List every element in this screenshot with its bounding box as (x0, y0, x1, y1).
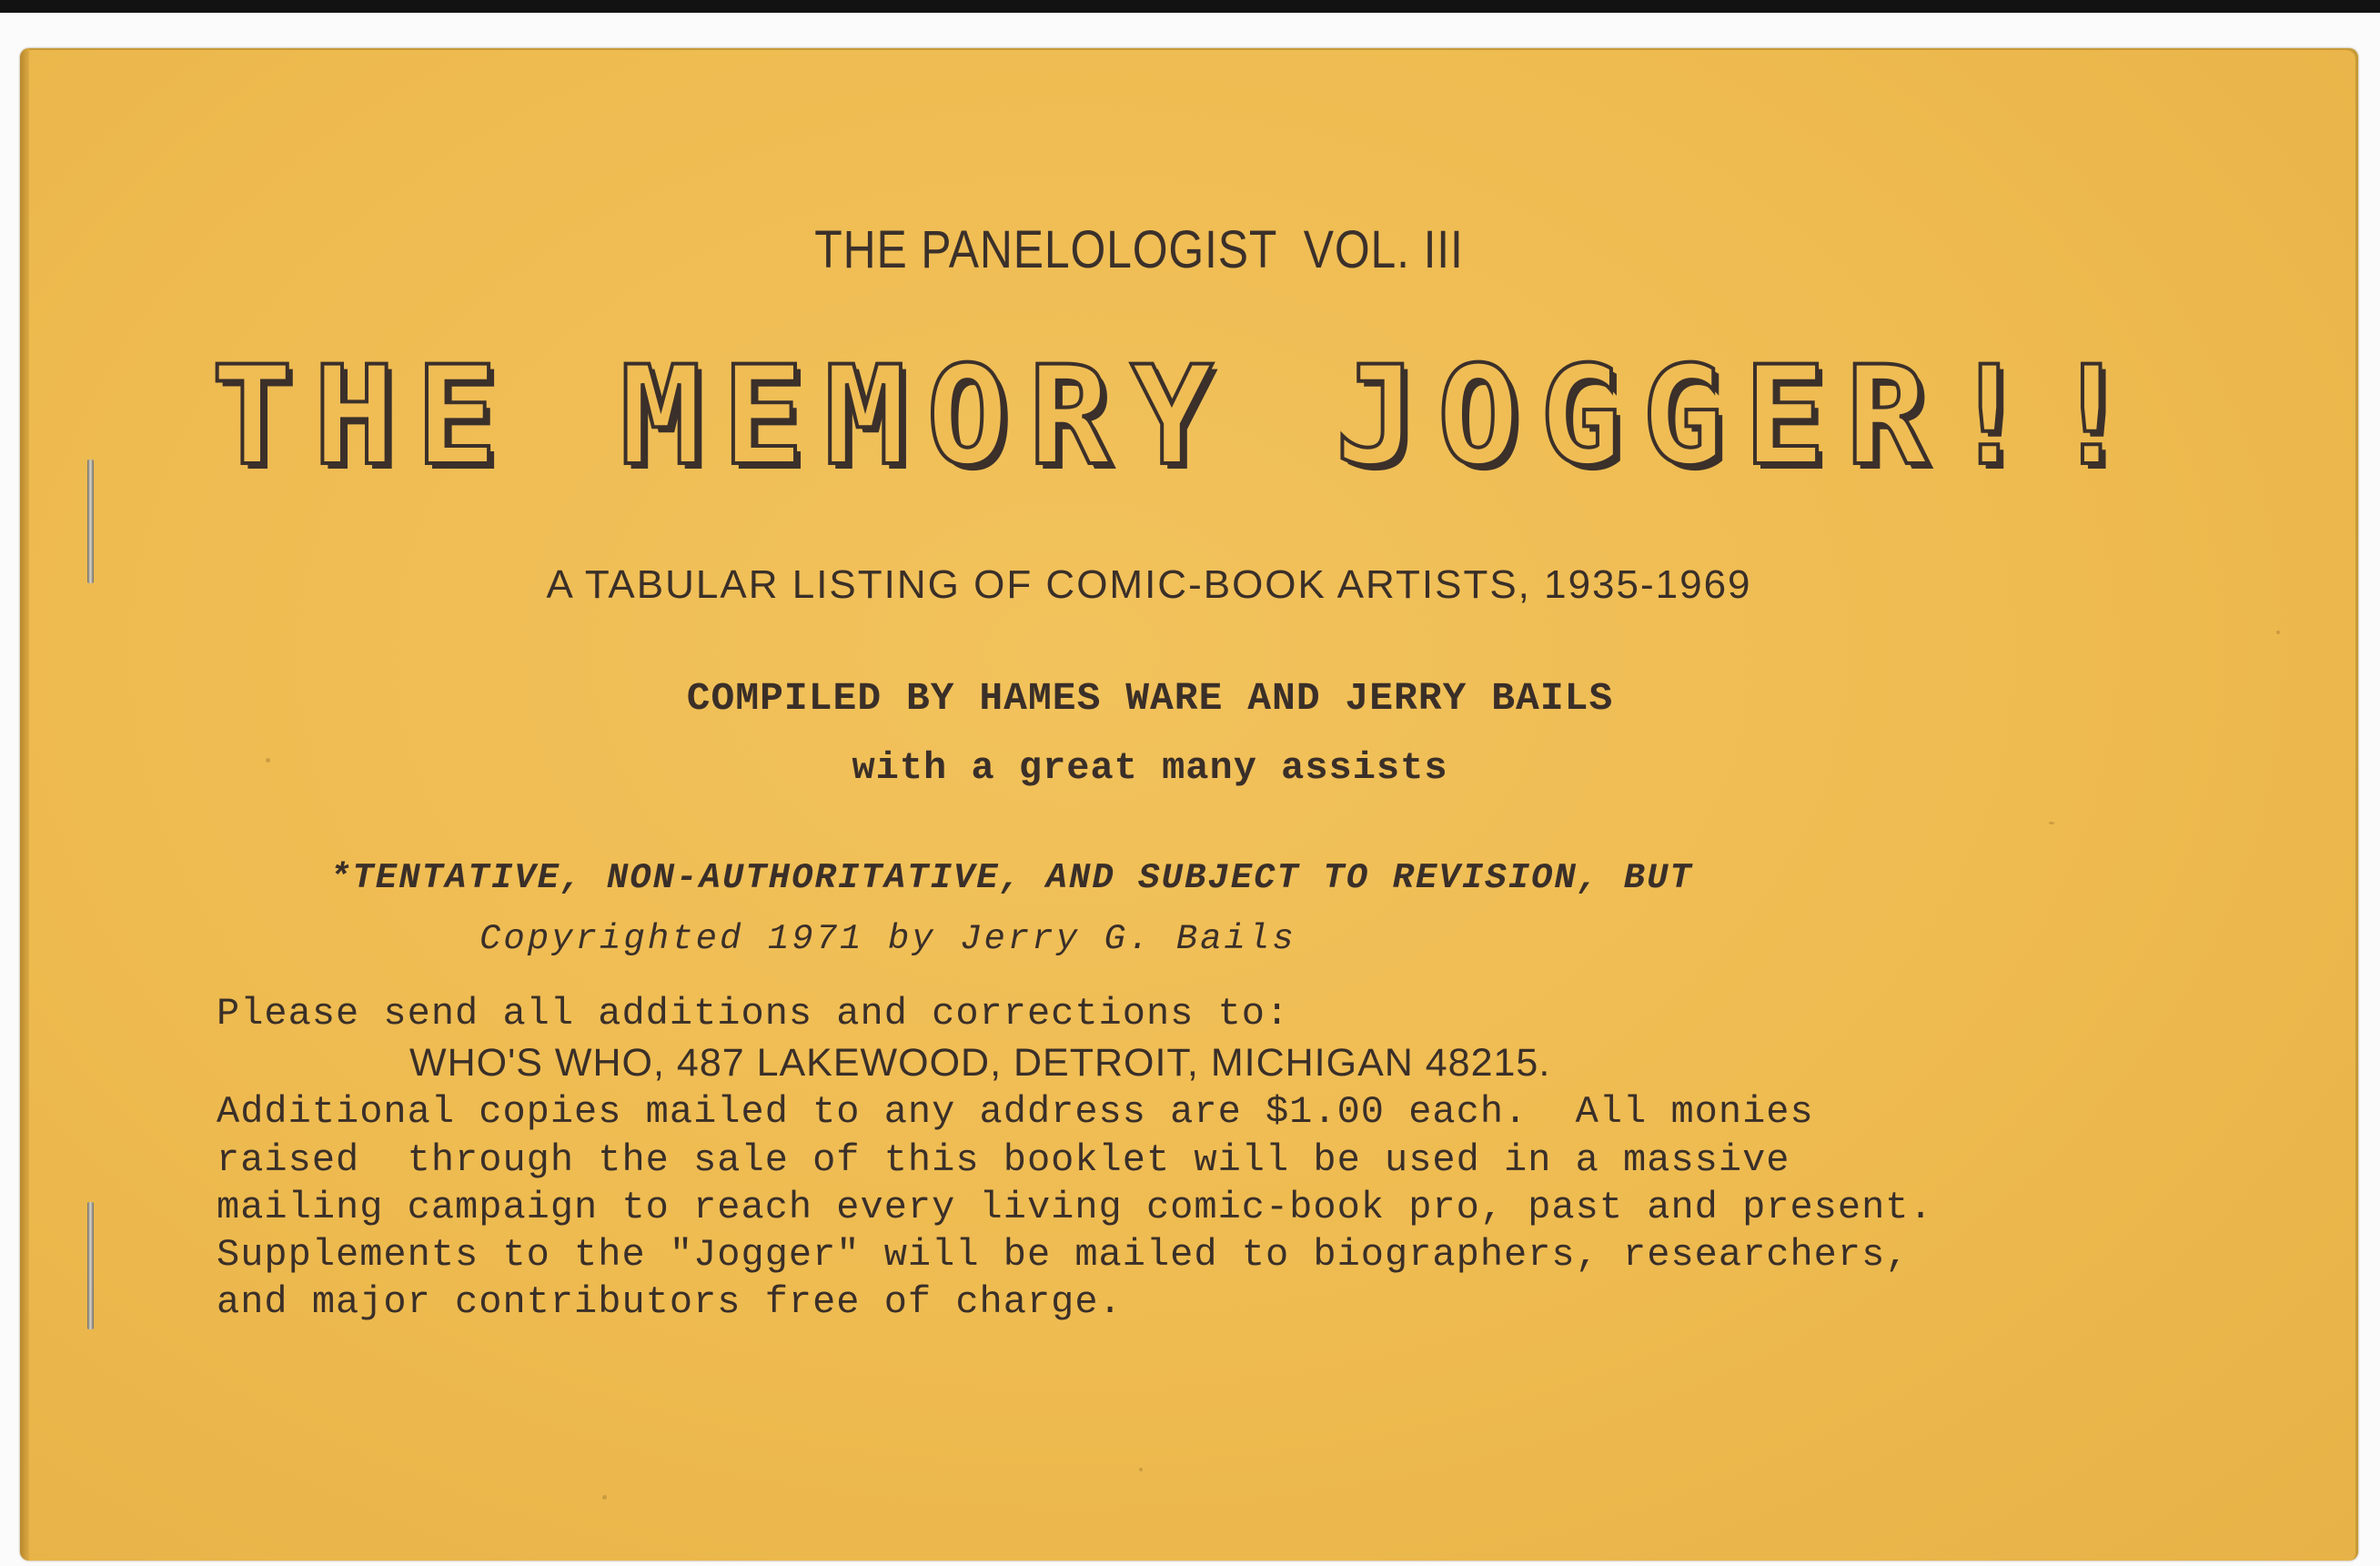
disclaimer-line: *TENTATIVE, NON-AUTHORITATIVE, AND SUBJECT TO REVISION, BUT (329, 858, 1693, 898)
body-text-line: and major contributors free of charge. (217, 1280, 1123, 1324)
paper-speck (2049, 822, 2054, 824)
lower-staple (87, 1202, 94, 1329)
paper-speck (602, 1495, 607, 1500)
scanner-edge-strip (0, 0, 2380, 13)
body-text-line: raised through the sale of this booklet will be used in a massive (217, 1138, 1790, 1182)
booklet-cover (20, 48, 2358, 1561)
paper-speck (1139, 1468, 1143, 1471)
copyright-line: Copyrighted 1971 by Jerry G. Bails (479, 919, 1296, 959)
compilers-credit: COMPILED BY HAMES WARE AND JERRY BAILS (686, 676, 1614, 721)
body-text-line: mailing campaign to reach every living comic-book pro, past and present. (217, 1186, 1933, 1229)
cover-subtitle: A TABULAR LISTING OF COMIC-BOOK ARTISTS, 1935-1969 (546, 562, 1752, 607)
assists-credit: with a great many assists (852, 746, 1448, 790)
mailing-address-line: WHO'S WHO, 487 LAKEWOOD, DETROIT, MICHIGAN 48215. (409, 1041, 1551, 1085)
body-text-line: Supplements to the "Jogger" will be mailed to biographers, researchers, (217, 1233, 1910, 1277)
cover-spine-edge (20, 48, 29, 1561)
cover-title: THE MEMORY JOGGER!! (211, 338, 2153, 496)
paper-speck (2276, 631, 2280, 634)
body-text-line: Additional copies mailed to any address are $1.00 each. All monies (217, 1090, 1814, 1134)
series-volume-line: THE PANELOLOGIST VOL. III (814, 220, 1464, 279)
body-text-line: Please send all additions and corrections to: (217, 992, 1290, 1036)
